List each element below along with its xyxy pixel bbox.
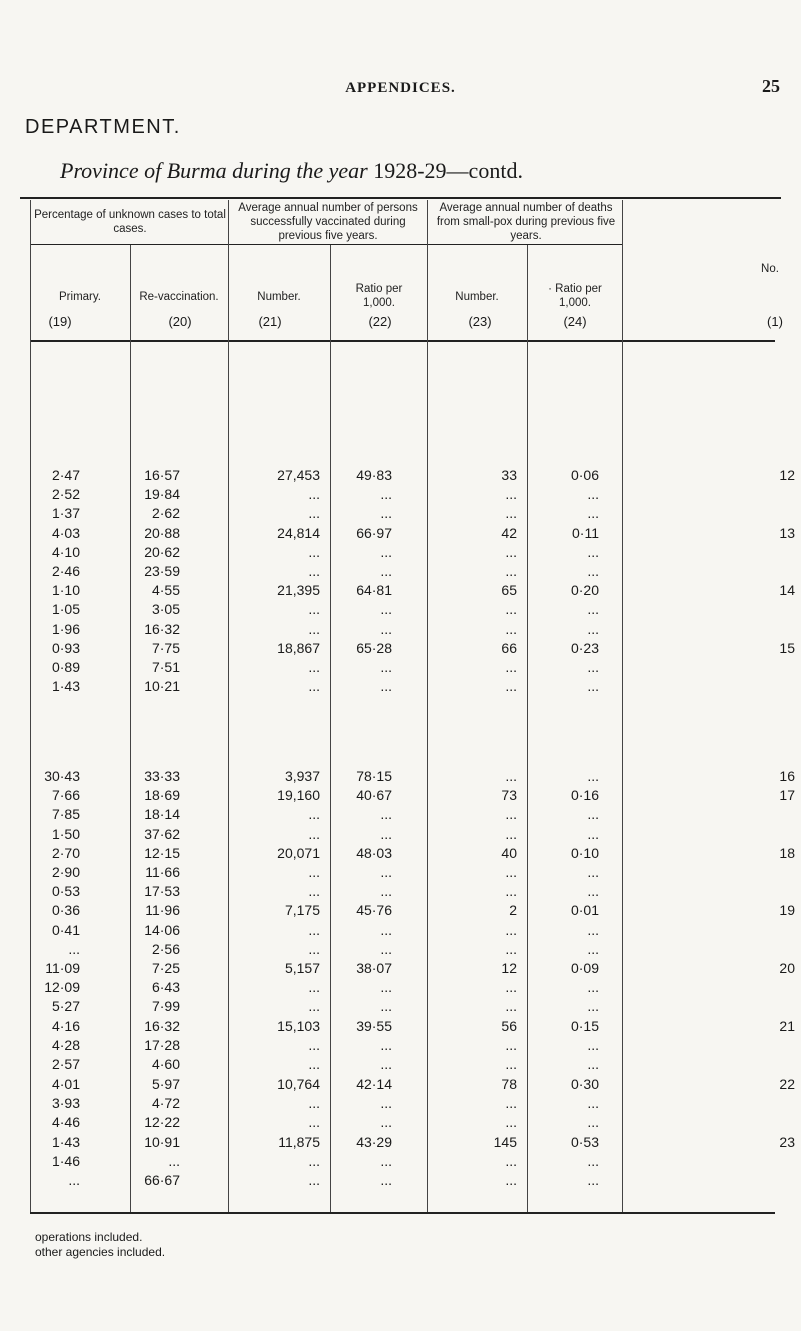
- cell-number-vaccinated: ...: [308, 998, 320, 1015]
- cell-primary: ...: [68, 1172, 80, 1188]
- cell-number-deaths: 145: [493, 1133, 517, 1150]
- col-divider-21-22: [330, 245, 331, 1212]
- cell-ratio-deaths: ...: [587, 563, 599, 579]
- cell-number-deaths: ...: [505, 678, 517, 695]
- cell-ratio-deaths: ...: [587, 806, 599, 823]
- cell-ratio-vaccinated: 39·55: [356, 1017, 392, 1034]
- cell-ratio-vaccinated: ...: [380, 1152, 392, 1169]
- cell-ratio-deaths: 0·11: [572, 524, 599, 541]
- cell-ratio-deaths: ...: [587, 659, 599, 675]
- cell-ratio-vaccinated: ...: [380, 601, 392, 618]
- cell-no: 15: [779, 639, 795, 656]
- cell-number-vaccinated: ...: [308, 1095, 320, 1112]
- cell-number-deaths: 2: [509, 902, 517, 919]
- cell-revaccination: 37·62: [144, 825, 180, 842]
- cell-primary: 4·28: [51, 1036, 80, 1053]
- cell-ratio-vaccinated: ...: [380, 1172, 392, 1188]
- table-top-rule: [20, 197, 781, 199]
- cell-ratio-deaths: 0·53: [570, 1133, 599, 1150]
- cell-revaccination: ...: [168, 1152, 180, 1169]
- cell-number-vaccinated: ...: [308, 601, 320, 618]
- cell-number-deaths: ...: [505, 1152, 517, 1169]
- cell-no: 12: [779, 467, 795, 483]
- footnote: other agencies included.: [35, 1245, 166, 1259]
- cell-revaccination: 10·91: [144, 1133, 180, 1150]
- header-avg-deaths: Average annual number of deaths from small-pox during previous five years.: [436, 202, 616, 242]
- cell-ratio-deaths: 0·16: [570, 787, 599, 804]
- header-group-rule: [30, 244, 622, 245]
- cell-ratio-vaccinated: 38·07: [356, 960, 392, 976]
- cell-revaccination: 7·99: [151, 998, 180, 1015]
- header-ratio-deaths: · Ratio per 1,000.: [548, 283, 602, 309]
- cell-primary: 2·70: [51, 844, 80, 861]
- col-divider-24-1: [622, 200, 623, 1212]
- cell-number-deaths: ...: [505, 1114, 517, 1131]
- header-number-deaths: Number.: [455, 291, 499, 303]
- cell-number-vaccinated: ...: [308, 1114, 320, 1131]
- cell-no: 21: [779, 1017, 795, 1034]
- cell-ratio-vaccinated: ...: [380, 678, 392, 695]
- cell-revaccination: 66·67: [144, 1172, 180, 1188]
- cell-number-deaths: ...: [505, 883, 517, 900]
- cell-no: 18: [779, 844, 795, 861]
- cell-number-deaths: 65: [501, 582, 517, 599]
- cell-number-vaccinated: ...: [308, 921, 320, 938]
- cell-ratio-vaccinated: ...: [380, 505, 392, 522]
- cell-ratio-deaths: ...: [587, 620, 599, 637]
- cell-ratio-vaccinated: 49·83: [356, 467, 392, 483]
- cell-revaccination: 20·62: [144, 543, 180, 560]
- cell-primary: 0·36: [51, 902, 80, 919]
- cell-ratio-deaths: ...: [587, 940, 599, 957]
- cell-ratio-deaths: ...: [587, 601, 599, 618]
- cell-ratio-deaths: ...: [587, 1172, 599, 1188]
- cell-primary: 30·43: [44, 768, 80, 784]
- cell-number-vaccinated: ...: [308, 1172, 320, 1188]
- cell-number-deaths: ...: [505, 505, 517, 522]
- cell-revaccination: 14·06: [144, 921, 180, 938]
- cell-ratio-vaccinated: ...: [380, 1056, 392, 1072]
- cell-ratio-vaccinated: 48·03: [356, 844, 392, 861]
- cell-ratio-deaths: ...: [587, 921, 599, 938]
- cell-ratio-vaccinated: ...: [380, 486, 392, 503]
- cell-number-deaths: 66: [501, 639, 517, 656]
- cell-primary: 11·09: [45, 960, 80, 976]
- table-subtitle: [60, 158, 523, 184]
- header-no: No.: [761, 263, 779, 275]
- cell-no: 23: [779, 1133, 795, 1150]
- cell-number-vaccinated: ...: [308, 825, 320, 842]
- cell-number-deaths: ...: [505, 486, 517, 503]
- cell-number-vaccinated: 5,157: [284, 960, 320, 976]
- header-number-vaccinated: Number.: [257, 291, 301, 303]
- cell-number-deaths: 73: [501, 787, 517, 804]
- cell-ratio-deaths: ...: [587, 543, 599, 560]
- cell-primary: 1·43: [51, 678, 80, 695]
- cell-revaccination: 12·22: [144, 1114, 180, 1131]
- header-avg-vaccinated: Average annual number of persons successfully vaccinated during previous five years.: [238, 202, 418, 242]
- cell-primary: 1·96: [51, 620, 80, 637]
- subtitle-italic: Province of Burma during the year: [60, 158, 368, 183]
- col-number: (19): [48, 314, 72, 329]
- cell-number-deaths: ...: [505, 979, 517, 996]
- cell-primary: 1·37: [51, 505, 80, 522]
- cell-ratio-deaths: 0·06: [570, 467, 599, 483]
- cell-number-deaths: ...: [505, 940, 517, 957]
- col-divider-19-20: [130, 245, 131, 1212]
- cell-primary: 2·52: [51, 486, 80, 503]
- cell-no: 20: [779, 960, 795, 976]
- cell-number-vaccinated: ...: [308, 563, 320, 579]
- cell-number-deaths: ...: [505, 1172, 517, 1188]
- cell-no: 13: [779, 524, 795, 541]
- cell-number-deaths: ...: [505, 825, 517, 842]
- cell-number-vaccinated: 19,160: [277, 787, 320, 804]
- cell-number-vaccinated: ...: [308, 678, 320, 695]
- cell-ratio-deaths: 0·30: [570, 1076, 599, 1092]
- cell-revaccination: 10·21: [144, 678, 180, 695]
- cell-ratio-deaths: ...: [587, 825, 599, 842]
- table-left-edge: [30, 200, 31, 1212]
- cell-ratio-vaccinated: 66·97: [356, 524, 392, 541]
- cell-ratio-vaccinated: ...: [380, 883, 392, 900]
- col-divider-20-21: [228, 200, 229, 1212]
- cell-number-vaccinated: ...: [308, 806, 320, 823]
- cell-ratio-deaths: ...: [587, 979, 599, 996]
- footnote: operations included.: [35, 1230, 143, 1244]
- cell-ratio-vaccinated: 42·14: [356, 1076, 392, 1092]
- cell-primary: 0·93: [51, 639, 80, 656]
- cell-ratio-vaccinated: ...: [380, 998, 392, 1015]
- cell-ratio-deaths: 0·20: [570, 582, 599, 599]
- cell-ratio-vaccinated: ...: [380, 940, 392, 957]
- cell-ratio-vaccinated: ...: [380, 563, 392, 579]
- col-number: (24): [563, 314, 587, 329]
- cell-number-deaths: 78: [501, 1076, 517, 1092]
- cell-revaccination: 20·88: [144, 524, 180, 541]
- cell-ratio-deaths: 0·09: [570, 960, 599, 976]
- cell-primary: 1·46: [51, 1152, 80, 1169]
- cell-primary: 5·27: [51, 998, 80, 1015]
- cell-number-vaccinated: 11,875: [278, 1133, 320, 1150]
- cell-number-vaccinated: ...: [308, 486, 320, 503]
- header-ratio-vaccinated: Ratio per 1,000.: [355, 283, 403, 309]
- cell-revaccination: 7·75: [151, 639, 180, 656]
- cell-number-vaccinated: 27,453: [277, 467, 320, 483]
- cell-number-vaccinated: 10,764: [277, 1076, 320, 1092]
- cell-ratio-deaths: ...: [587, 864, 599, 880]
- cell-ratio-vaccinated: ...: [380, 979, 392, 996]
- cell-revaccination: 19·84: [144, 486, 180, 503]
- cell-revaccination: 7·51: [151, 659, 180, 675]
- cell-primary: 1·43: [51, 1133, 80, 1150]
- cell-primary: 0·53: [51, 883, 80, 900]
- cell-revaccination: 11·96: [145, 902, 180, 919]
- cell-primary: 2·90: [51, 864, 80, 880]
- cell-number-vaccinated: ...: [308, 1152, 320, 1169]
- header-pct-unknown: Percentage of unknown cases to total cases.: [34, 209, 226, 235]
- cell-ratio-deaths: 0·10: [570, 844, 599, 861]
- cell-primary: 1·10: [51, 582, 80, 599]
- cell-revaccination: 33·33: [144, 768, 180, 784]
- cell-number-vaccinated: ...: [308, 505, 320, 522]
- cell-number-deaths: ...: [505, 921, 517, 938]
- cell-ratio-deaths: ...: [587, 1056, 599, 1072]
- cell-primary: 4·16: [51, 1017, 80, 1034]
- cell-number-vaccinated: 15,103: [277, 1017, 320, 1034]
- cell-number-vaccinated: 18,867: [277, 639, 320, 656]
- cell-revaccination: 5·97: [151, 1076, 180, 1092]
- cell-number-deaths: ...: [505, 998, 517, 1015]
- cell-number-vaccinated: 3,937: [284, 768, 320, 784]
- cell-number-deaths: ...: [505, 659, 517, 675]
- cell-primary: 2·47: [51, 467, 80, 483]
- cell-number-deaths: ...: [505, 806, 517, 823]
- header-primary: Primary.: [59, 291, 101, 303]
- cell-number-deaths: ...: [505, 864, 517, 880]
- cell-ratio-vaccinated: 65·28: [356, 639, 392, 656]
- cell-ratio-vaccinated: ...: [380, 620, 392, 637]
- cell-primary: 0·89: [51, 659, 80, 675]
- cell-number-deaths: 56: [501, 1017, 517, 1034]
- cell-ratio-vaccinated: ...: [380, 864, 392, 880]
- cell-number-deaths: ...: [505, 620, 517, 637]
- cell-primary: 7·66: [51, 787, 80, 804]
- cell-number-deaths: ...: [505, 1036, 517, 1053]
- col-divider-23-24: [527, 245, 528, 1212]
- cell-ratio-deaths: ...: [587, 1152, 599, 1169]
- cell-number-deaths: ...: [505, 601, 517, 618]
- page-number: 25: [762, 76, 780, 96]
- col-number: (20): [168, 314, 192, 329]
- cell-primary: 12·09: [44, 979, 80, 996]
- cell-ratio-vaccinated: ...: [380, 921, 392, 938]
- cell-number-vaccinated: ...: [308, 659, 320, 675]
- cell-number-vaccinated: ...: [308, 1036, 320, 1053]
- cell-revaccination: 4·55: [151, 582, 180, 599]
- cell-ratio-deaths: ...: [587, 998, 599, 1015]
- cell-revaccination: 2·62: [151, 505, 180, 522]
- cell-ratio-vaccinated: ...: [380, 806, 392, 823]
- table-bottom-rule: [30, 1212, 775, 1214]
- cell-ratio-deaths: 0·23: [570, 639, 599, 656]
- cell-number-vaccinated: 7,175: [284, 902, 320, 919]
- cell-ratio-vaccinated: ...: [380, 543, 392, 560]
- cell-ratio-deaths: ...: [587, 486, 599, 503]
- cell-ratio-deaths: 0·15: [570, 1017, 599, 1034]
- running-head: APPENDICES.: [345, 80, 456, 96]
- cell-number-vaccinated: ...: [308, 620, 320, 637]
- cell-revaccination: 16·32: [144, 1017, 180, 1034]
- cell-number-deaths: 40: [501, 844, 517, 861]
- cell-number-vaccinated: 21,395: [277, 582, 320, 599]
- header-revaccination: Re-vaccination.: [139, 291, 219, 303]
- cell-primary: 2·46: [51, 563, 80, 579]
- cell-ratio-vaccinated: ...: [380, 825, 392, 842]
- cell-number-vaccinated: ...: [308, 883, 320, 900]
- cell-revaccination: 4·60: [151, 1056, 180, 1072]
- cell-primary: 4·03: [51, 524, 80, 541]
- cell-number-deaths: 12: [501, 960, 517, 976]
- cell-number-vaccinated: ...: [308, 864, 320, 880]
- cell-number-vaccinated: ...: [308, 543, 320, 560]
- cell-number-vaccinated: ...: [308, 979, 320, 996]
- cell-revaccination: 18·69: [144, 787, 180, 804]
- cell-revaccination: 2·56: [151, 940, 180, 957]
- col-number: (21): [258, 314, 282, 329]
- cell-ratio-vaccinated: ...: [380, 659, 392, 675]
- cell-ratio-vaccinated: 43·29: [356, 1133, 392, 1150]
- cell-number-vaccinated: 20,071: [277, 844, 320, 861]
- cell-number-deaths: 33: [501, 467, 517, 483]
- cell-primary: ...: [68, 940, 80, 957]
- cell-number-deaths: ...: [505, 543, 517, 560]
- cell-ratio-deaths: ...: [587, 1036, 599, 1053]
- cell-primary: 1·05: [51, 601, 80, 618]
- cell-ratio-vaccinated: 64·81: [356, 582, 392, 599]
- cell-revaccination: 17·53: [144, 883, 180, 900]
- cell-revaccination: 12·15: [144, 844, 180, 861]
- cell-primary: 2·57: [51, 1056, 80, 1072]
- cell-ratio-vaccinated: ...: [380, 1114, 392, 1131]
- cell-revaccination: 3·05: [151, 601, 180, 618]
- cell-ratio-deaths: ...: [587, 768, 599, 784]
- cell-primary: 7·85: [51, 806, 80, 823]
- cell-ratio-deaths: ...: [587, 883, 599, 900]
- cell-ratio-vaccinated: ...: [380, 1036, 392, 1053]
- cell-revaccination: 23·59: [144, 563, 180, 579]
- header-bottom-rule: [30, 340, 775, 342]
- cell-ratio-vaccinated: 45·76: [356, 902, 392, 919]
- cell-ratio-deaths: 0·01: [570, 902, 599, 919]
- department-heading: DEPARTMENT.: [25, 116, 181, 138]
- col-divider-22-23: [427, 200, 428, 1212]
- subtitle-year: 1928-29—contd.: [373, 158, 523, 183]
- cell-ratio-deaths: ...: [587, 505, 599, 522]
- cell-number-vaccinated: 24,814: [277, 524, 320, 541]
- cell-number-deaths: ...: [505, 768, 517, 784]
- cell-primary: 4·46: [51, 1114, 80, 1131]
- cell-revaccination: 6·43: [151, 979, 180, 996]
- cell-no: 14: [779, 582, 795, 599]
- cell-number-deaths: ...: [505, 563, 517, 579]
- col-number: (23): [468, 314, 492, 329]
- cell-primary: 4·01: [51, 1076, 80, 1092]
- col-number: (1): [767, 314, 783, 329]
- cell-revaccination: 11·66: [145, 864, 180, 880]
- cell-no: 19: [779, 902, 795, 919]
- cell-revaccination: 17·28: [144, 1036, 180, 1053]
- cell-no: 17: [779, 787, 795, 804]
- cell-revaccination: 18·14: [144, 806, 180, 823]
- cell-revaccination: 16·57: [144, 467, 180, 483]
- cell-number-deaths: 42: [501, 524, 517, 541]
- cell-revaccination: 7·25: [151, 960, 180, 976]
- cell-primary: 4·10: [51, 543, 80, 560]
- cell-number-vaccinated: ...: [308, 1056, 320, 1072]
- cell-ratio-deaths: ...: [587, 1095, 599, 1112]
- cell-revaccination: 16·32: [144, 620, 180, 637]
- cell-revaccination: 4·72: [151, 1095, 180, 1112]
- cell-number-vaccinated: ...: [308, 940, 320, 957]
- cell-primary: 0·41: [51, 921, 80, 938]
- cell-ratio-vaccinated: 78·15: [356, 768, 392, 784]
- cell-ratio-vaccinated: ...: [380, 1095, 392, 1112]
- cell-ratio-deaths: ...: [587, 1114, 599, 1131]
- cell-no: 22: [779, 1076, 795, 1092]
- cell-ratio-vaccinated: 40·67: [356, 787, 392, 804]
- cell-ratio-deaths: ...: [587, 678, 599, 695]
- cell-primary: 3·93: [51, 1095, 80, 1112]
- cell-primary: 1·50: [51, 825, 80, 842]
- cell-number-deaths: ...: [505, 1095, 517, 1112]
- col-number: (22): [368, 314, 392, 329]
- cell-no: 16: [779, 768, 795, 784]
- cell-number-deaths: ...: [505, 1056, 517, 1072]
